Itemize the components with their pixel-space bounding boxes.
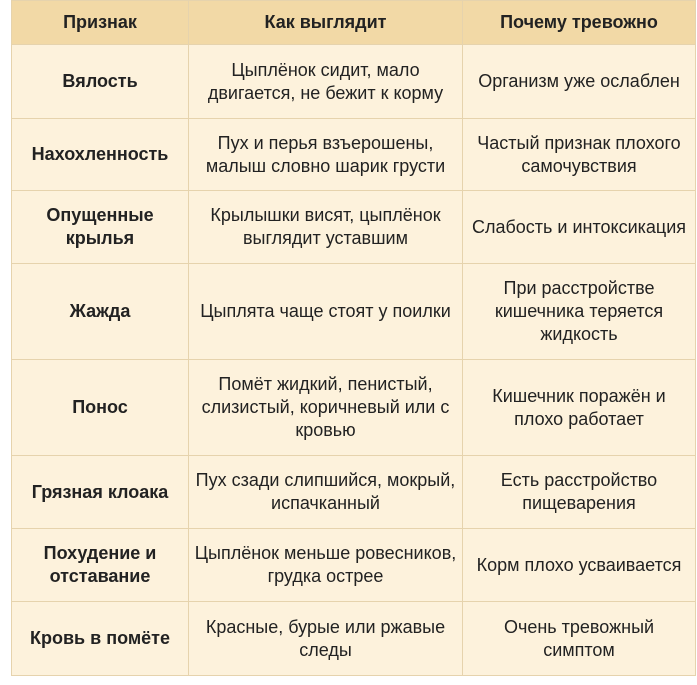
cell-look: Помёт жидкий, пенистый, слизистый, коричневый или с кровью <box>189 360 463 456</box>
cell-sign: Жажда <box>12 264 189 360</box>
cell-why: При расстройстве кишечника теряется жидкость <box>463 264 696 360</box>
cell-sign: Похудение и отставание <box>12 529 189 602</box>
table-row <box>12 119 696 191</box>
table-row <box>12 529 696 602</box>
header-look: Как выглядит <box>189 1 463 45</box>
symptoms-table-container <box>11 0 695 676</box>
cell-sign: Опущенные крылья <box>12 191 189 264</box>
table-header-row <box>12 1 696 45</box>
header-why: Почему тревожно <box>463 1 696 45</box>
cell-look: Цыплёнок меньше ровесников, грудка острее <box>189 529 463 602</box>
cell-look: Цыплята чаще стоят у поилки <box>189 264 463 360</box>
table-row <box>12 602 696 676</box>
cell-look: Крылышки висят, цыплёнок выглядит уставшим <box>189 191 463 264</box>
table-row <box>12 45 696 119</box>
cell-sign: Кровь в помёте <box>12 602 189 676</box>
cell-why: Очень тревожный симптом <box>463 602 696 676</box>
table-row <box>12 360 696 456</box>
header-sign: Признак <box>12 1 189 45</box>
cell-look: Красные, бурые или ржавые следы <box>189 602 463 676</box>
cell-look: Пух и перья взъерошены, малыш словно шарик грусти <box>189 119 463 191</box>
cell-look: Цыплёнок сидит, мало двигается, не бежит к корму <box>189 45 463 119</box>
cell-why: Организм уже ослаблен <box>463 45 696 119</box>
cell-why: Есть расстройство пищеварения <box>463 456 696 529</box>
cell-why: Частый признак плохого самочувствия <box>463 119 696 191</box>
table-row <box>12 191 696 264</box>
cell-why: Кишечник поражён и плохо работает <box>463 360 696 456</box>
cell-sign: Понос <box>12 360 189 456</box>
cell-look: Пух сзади слипшийся, мокрый, испачканный <box>189 456 463 529</box>
table-row <box>12 264 696 360</box>
cell-why: Слабость и интоксикация <box>463 191 696 264</box>
table-row <box>12 456 696 529</box>
cell-why: Корм плохо усваивается <box>463 529 696 602</box>
cell-sign: Грязная клоака <box>12 456 189 529</box>
cell-sign: Вялость <box>12 45 189 119</box>
symptoms-table <box>11 0 696 676</box>
cell-sign: Нахохленность <box>12 119 189 191</box>
